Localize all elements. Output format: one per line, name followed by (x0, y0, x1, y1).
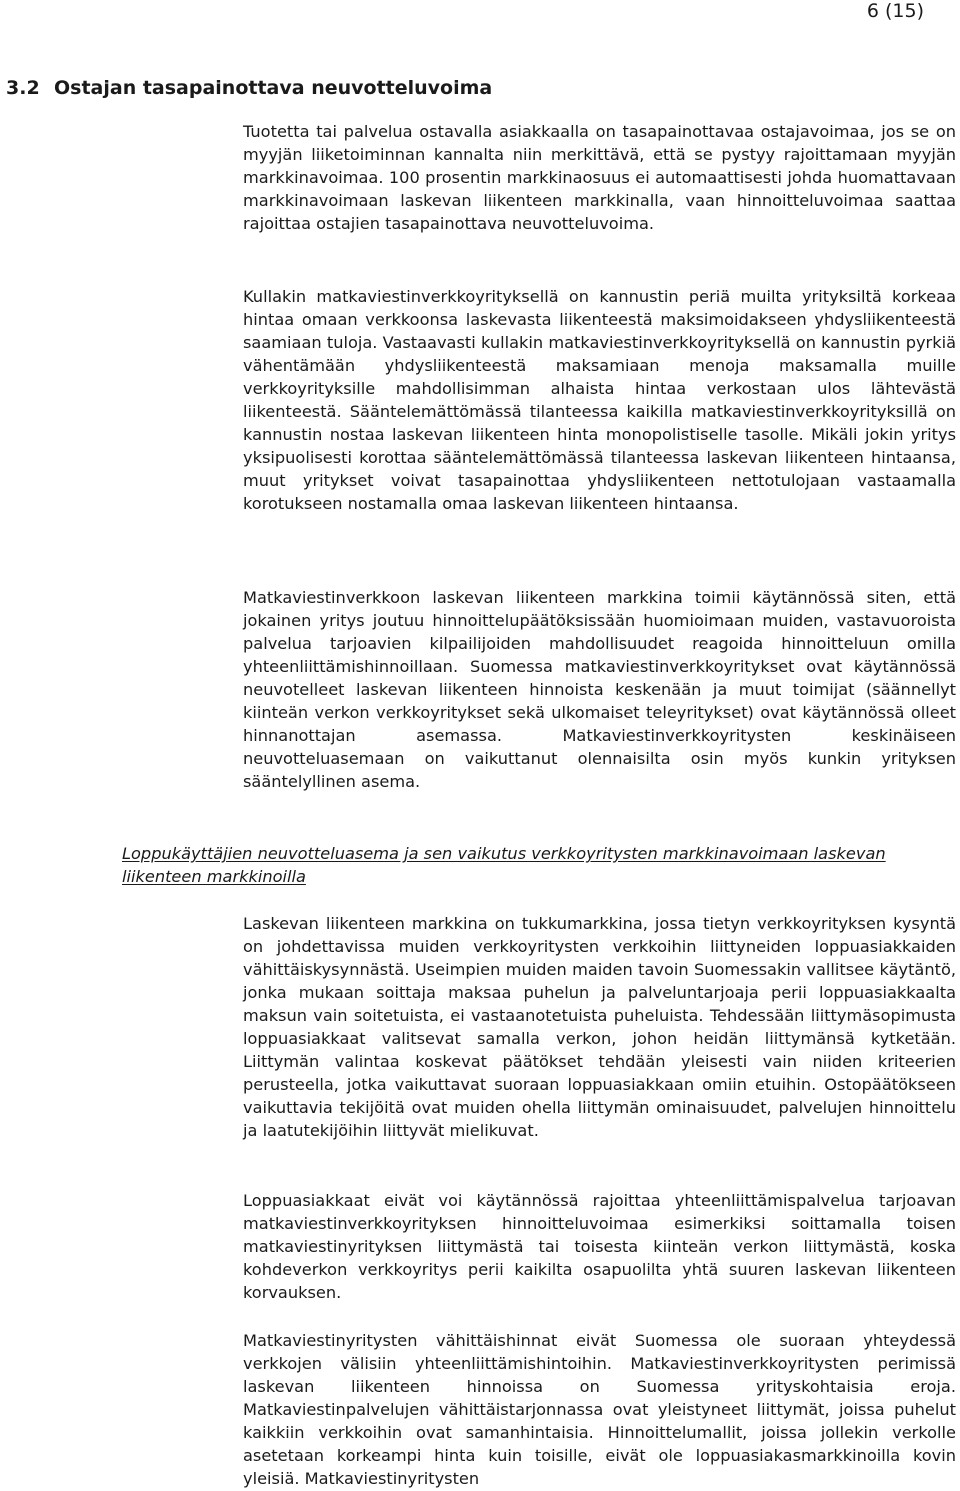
section-heading (6, 76, 492, 100)
paragraph-text: Kullakin matkaviestinverkkoyrityksellä on kannustin periä muilta yrityksiltä korkeaa hintaa omaan verkkoonsa laskevasta liikenteestä maksimoidakseen yhdysliikenteestä saamiaan tuloja. Vastaavasti kullakin matkaviestinverkkoyrityksellä on kannustin pyrkiä vähentämään yhdysliikenteestä maksamiaan menoja maksamalla muille verkkoyrityksille mahdollisimman alhaista hintaa verkostaan ulos lähtevästä liikenteestä. Sääntelemättömässä tilanteessa kaikilla matkaviestinverkkoyrityksillä on kannustin nostaa laskevan liikenteen hinta monopolistiselle tasolle. Mikäli jokin yritys yksipuolisesti korottaa sääntelemättömässä tilanteessa laskevan liikenteen hintaansa, muut yritykset voivat tasapainottaa yhdysliikenteen nettotulojaan vastaamalla korotukseen nostamalla omaa laskevan liikenteen hintaansa. (243, 287, 956, 513)
paragraph-text: Tuotetta tai palvelua ostavalla asiakkaalla on tasapainottavaa ostajavoimaa, jos se on myyjän liiketoiminnan kannalta niin merkittävä, että se pystyy rajoittamaan myyjän markkinavoimaa. 100 prosentin markkinaosuus ei automaattisesti johda huomattavaan markkinavoimaan laskevan liikenteen markkinalla, vaan hinnoitteluvoimaa saattaa rajoittaa ostajien tasapainottava neuvotteluvoima. (243, 122, 956, 233)
body-paragraph (243, 912, 956, 1142)
body-paragraph (243, 586, 956, 793)
paragraph-text: Laskevan liikenteen markkina on tukkumarkkina, jossa tietyn verkkoyrityksen kysyntä on johdettavissa muiden verkkoyritysten verkkoihin liittyneiden loppuasiakkaiden vähittäiskysynnästä. Useimpien muiden maiden tavoin Suomessakin vallitsee käytäntö, jonka mukaan soittaja maksaa puhelun ja palveluntarjoaja perii loppuasiakkaalta maksun vain soitetuista, ei vastaanotetuista puheluista. Tehdessään liittymäsopimusta loppuasiakkaat valitsevat samalla verkon, johon heidän liittymänsä kytketään. Liittymän valintaa koskevat päätökset tehdään yleisesti vain niiden kriteerien perusteella, jotka vaikuttavat suoraan loppuasiakkaan omiin etuihin. Ostopäätökseen vaikuttavia tekijöitä ovat muiden ohella liittymän ominaisuudet, palvelujen hinnoittelu ja laatutekijöihin liittyvät mielikuvat. (243, 914, 956, 1140)
body-paragraph (243, 1189, 956, 1304)
body-paragraph (243, 1329, 956, 1490)
body-paragraph (243, 285, 956, 515)
page-number: 6 (15) (866, 0, 924, 22)
section-number: 3.2 (6, 77, 40, 99)
subsection-heading: Loppukäyttäjien neuvotteluasema ja sen vaikutus verkkoyritysten markkinavoimaan laskevan liikenteen markkinoilla (122, 844, 886, 886)
paragraph-text: Matkaviestinyritysten vähittäishinnat eivät Suomessa ole suoraan yhteydessä verkkojen välisiin yhteenliittämishintoihin. Matkaviestinverkkoyritysten perimissä laskevan liikenteen hinnoissa on Suomessa yrityskohtaisia eroja. Matkaviestinpalvelujen vähittäistarjonnassa ovat yleistyneet liittymät, joissa puhelut kaikkiin verkkoihin ovat samanhintaisia. Hinnoittelumallit, joissa jollekin verkolle asetetaan korkeampi hinta kuin toisille, eivät ole loppuasiakasmarkkinoilla kovin yleisiä. Matkaviestinyritysten (243, 1331, 956, 1488)
paragraph-text: Loppuasiakkaat eivät voi käytännössä rajoittaa yhteenliittämispalvelua tarjoavan matkaviestinverkkoyrityksen hinnoitteluvoimaa esimerkiksi soittamalla toisen matkaviestinyrityksen liittymästä tai toisesta kiinteän verkon liittymästä, koska kohdeverkon verkkoyritys perii kaikilta osapuolilta yhtä suuren laskevan liikenteen korvauksen. (243, 1191, 956, 1302)
body-paragraph (243, 120, 956, 235)
paragraph-text: Matkaviestinverkkoon laskevan liikenteen markkina toimii käytännössä siten, että jokainen yritys joutuu hinnoittelupäätöksissään huomioimaan muiden, vastavuoroista palvelua tarjoavien kilpailijoiden mahdollisuudet reagoida hinnoitteluun omilla yhteenliittämishinnoillaan. Suomessa matkaviestinverkkoyritykset ovat käytännössä neuvotelleet laskevan liikenteen hinnoista keskenään ja muut toimijat (säännellyt kiinteän verkon verkkoyritykset sekä ulkomaiset teleyritykset) ovat käytännössä olleet hinnanottajan asemassa. Matkaviestinverkkoyritysten keskinäiseen neuvotteluasemaan on vaikuttanut olennaisilta osin myös kunkin yrityksen sääntelyllinen asema. (243, 588, 956, 791)
section-title: Ostajan tasapainottava neuvotteluvoima (54, 77, 493, 99)
